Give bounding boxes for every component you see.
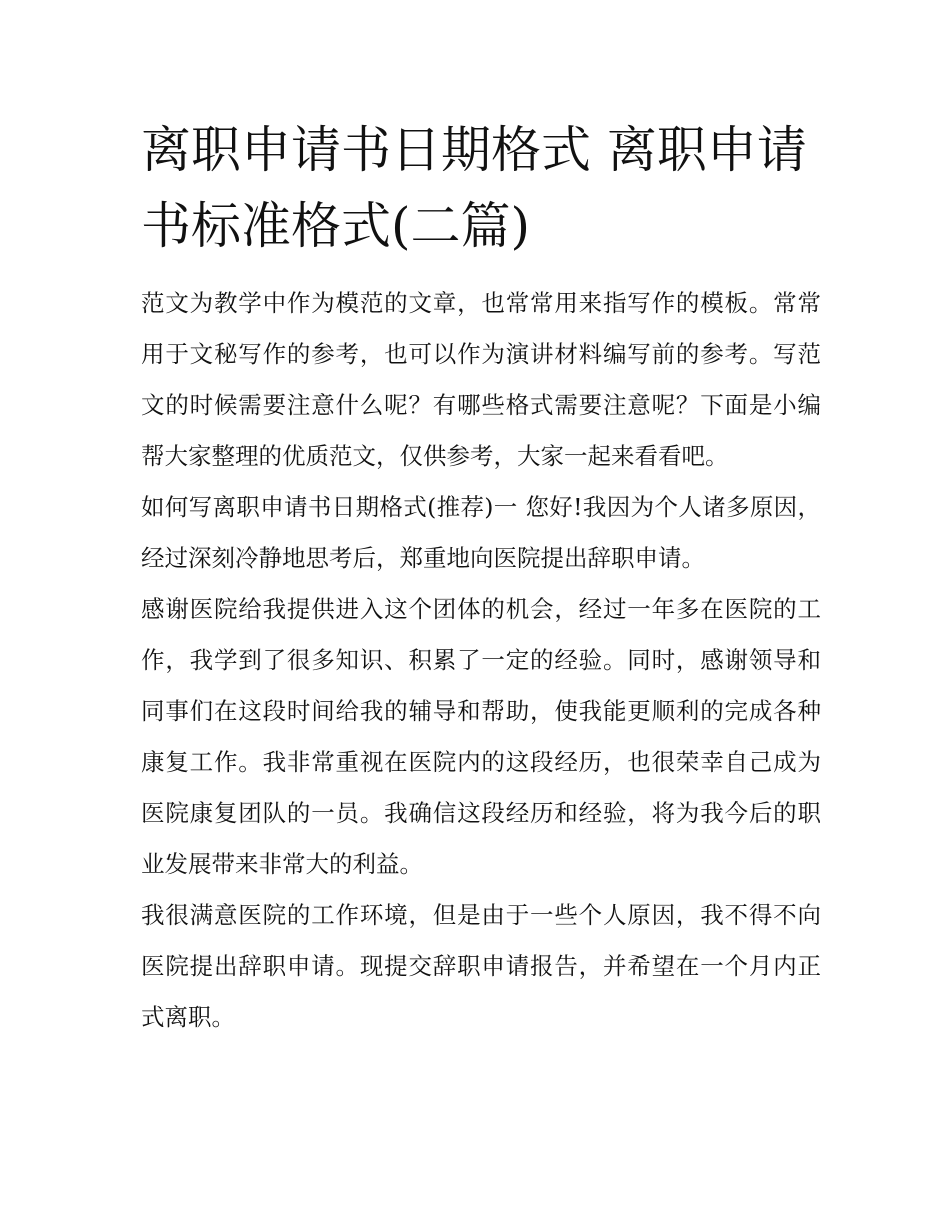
document-body: [141, 278, 821, 1043]
paragraph-greeting: 如何写离职申请书日期格式(推荐)一 您好!我因为个人诸多原因，经过深刻冷静地思考后，郑重地向医院提出辞职申请。: [141, 493, 821, 572]
paragraph-intro: 范文为教学中作为模范的文章，也常常用来指写作的模板。常常用于文秘写作的参考，也可以作为演讲材料编写前的参考。写范文的时候需要注意什么呢？有哪些格式需要注意呢？下面是小编帮大家整理的优质范文，仅供参考，大家一起来看看吧。: [141, 289, 821, 470]
paragraph-resignation: 我很满意医院的工作环境，但是由于一些个人原因，我不得不向医院提出辞职申请。现提交辞职申请报告，并希望在一个月内正式离职。: [141, 901, 821, 1031]
paragraph-thanks: 感谢医院给我提供进入这个团体的机会，经过一年多在医院的工作，我学到了很多知识、积累了一定的经验。同时，感谢领导和同事们在这段时间给我的辅导和帮助，使我能更顺利的完成各种康复工作。我非常重视在医院内的这段经历，也很荣幸自己成为医院康复团队的一员。我确信这段经历和经验，将为我今后的职业发展带来非常大的利益。: [141, 595, 821, 878]
document-title: 离职申请书日期格式 离职申请书标准格式(二篇): [141, 121, 807, 255]
